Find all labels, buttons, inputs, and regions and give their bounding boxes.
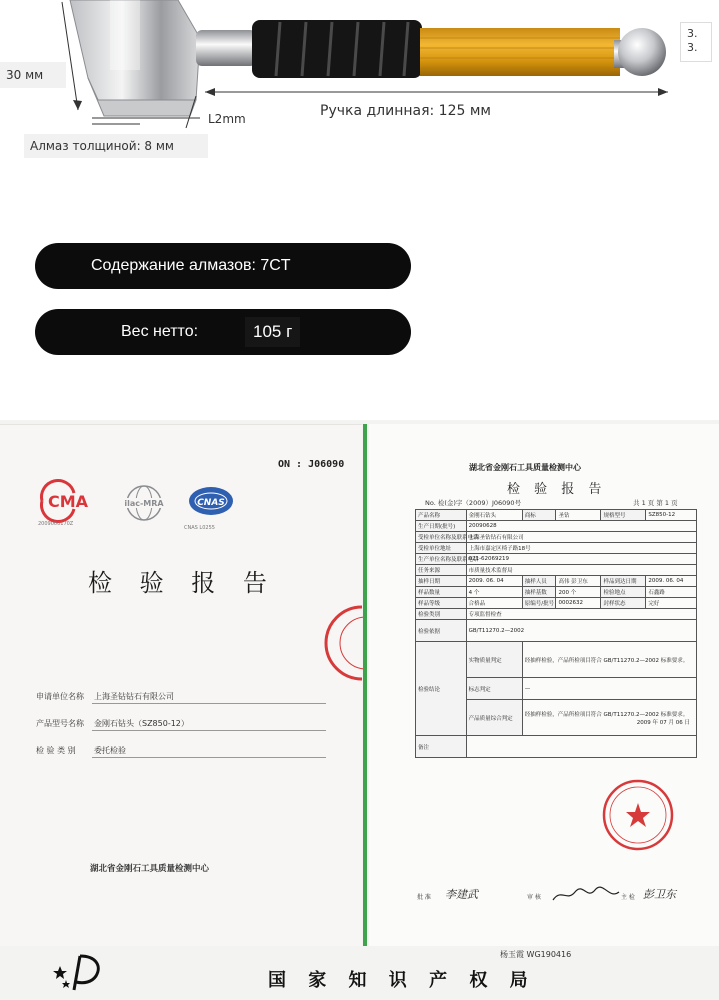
cma-logo-text: CMA [48, 492, 89, 511]
agency-name: 国 家 知 识 产 权 局 [268, 970, 536, 991]
report-page-count: 共 1 页 第 1 页 [633, 499, 678, 507]
cover-field-category [36, 743, 326, 759]
cert-code: ON : J06090 [278, 459, 345, 470]
certificate-section [0, 420, 719, 1000]
width-label: L2mm [200, 106, 270, 132]
review-label: 审 核 [527, 894, 541, 901]
table-row: 检验依据 GB/T11270.2—2002 [416, 620, 697, 642]
conclusion-2: 经抽样检验，产品所检项目符合 GB/T11270.2—2002 标准要求。 [524, 711, 689, 718]
table-row: 检验类别 专项监督检查 [416, 609, 697, 620]
cma-number: 2009000170Z [38, 521, 74, 527]
handle-length-label: Ручка длинная: 125 мм [312, 98, 502, 124]
ball-end [618, 28, 666, 76]
field-label: 产品型号名称 [36, 719, 84, 728]
cnas-caption: CNAS L0255 [184, 525, 215, 531]
side-label-bottom: 3. [687, 41, 698, 54]
cert-cover-page [0, 424, 362, 946]
net-weight-pill [35, 309, 411, 355]
cnipa-logo [50, 952, 106, 992]
report-org: 湖北省金刚石工具质量检测中心 [469, 463, 581, 472]
approve-label: 批 准 [417, 894, 431, 901]
red-stamp [601, 778, 675, 852]
report-date: 2009 年 07 月 06 日 [636, 719, 690, 726]
cert-report-page [369, 424, 719, 946]
table-row: 生产日期(批号) 20090628 [416, 521, 697, 532]
side-label [680, 22, 712, 62]
table-row: 任务来源 市质量技术监督局 [416, 565, 697, 576]
field-value: 上海圣钻钻石有限公司 [94, 692, 174, 701]
field-value: 金刚石钻头（SZ850-12） [94, 719, 189, 728]
table-row: 样品数量 4 个 抽样基数 200 个 检验地点 石鑫路 [416, 587, 697, 598]
approve-signature: 李建武 [445, 888, 478, 901]
section-divider [363, 424, 367, 946]
review-signature [551, 886, 621, 904]
ilac-mra-logo [118, 483, 170, 523]
side-label-top: 3. [687, 27, 698, 40]
field-value: 委托检验 [94, 746, 126, 755]
net-weight-value: 105 г [245, 317, 300, 347]
cover-issuer: 湖北省金刚石工具质量检测中心 [90, 864, 210, 874]
diamond-thickness-label: Алмаз толщиной: 8 мм [24, 134, 208, 158]
diamond-content-pill [35, 243, 411, 289]
diamond-content-label: Содержание алмазов: 7CT [91, 257, 291, 274]
main-inspector-label: 主 检 [621, 894, 635, 901]
table-row: 抽样日期 2009. 06. 04 抽样人员 高伟 彭卫东 样品到达日期 2009. 06. 04 [416, 576, 697, 587]
conclusion-group-label: 检验结论 [416, 642, 467, 736]
report-ref: No. 检(金)字（2009）J06090号 [425, 499, 522, 507]
cover-field-applicant [36, 689, 326, 705]
table-row: 备注 [416, 736, 697, 758]
cert-cover-title: 检 验 报 告 [88, 569, 277, 597]
table-row: 样品等级 合格品 原编号/批号 0002632 封样状态 完好 [416, 598, 697, 609]
field-label: 检 验 类 别 [36, 746, 76, 755]
table-row: 检验结论 实物质量判定 经抽样检验，产品所检项目符合 GB/T11270.2—2002 标准要求。 [416, 642, 697, 678]
net-weight-label: Вес нетто: [121, 323, 199, 340]
ilac-logo-text: ilac-MRA [124, 499, 164, 508]
report-title: 检 验 报 告 [507, 482, 607, 497]
product-diagram [0, 0, 719, 170]
cnas-logo [186, 483, 236, 523]
table-row: 产品质量综合判定 经抽样检验，产品所检项目符合 GB/T11270.2—2002 标准要求。 2009 年 07 月 06 日 [416, 700, 697, 736]
head-highlight [110, 0, 140, 70]
height-label: 30 мм [0, 62, 66, 88]
conclusion-1: 经抽样检验，产品所检项目符合 GB/T11270.2—2002 标准要求。 [522, 642, 696, 678]
ferrule [196, 30, 256, 66]
table-row: 产品名称 金刚石钻头 商标 圣钻 规格型号 SZ850-12 [416, 510, 697, 521]
gold-handle [420, 28, 620, 76]
table-row: 受检单位名称及联系电话 上海圣钻钻石有限公司 [416, 532, 697, 543]
cover-field-product [36, 716, 326, 732]
inspector-id: 杨玉霞 WG190416 [500, 950, 572, 959]
table-row: 标志判定 — [416, 678, 697, 700]
cnas-logo-text: CNAS [197, 498, 225, 508]
cma-logo [36, 483, 100, 519]
field-label: 申请单位名称 [36, 692, 84, 701]
report-table [415, 509, 697, 758]
table-row: 受检单位地址 上海市嘉定区椅子路18号 [416, 543, 697, 554]
main-inspector-signature: 彭卫东 [643, 888, 676, 901]
table-row: 生产单位名称及联系电话 021-62069219 [416, 554, 697, 565]
signature-row [417, 886, 707, 906]
